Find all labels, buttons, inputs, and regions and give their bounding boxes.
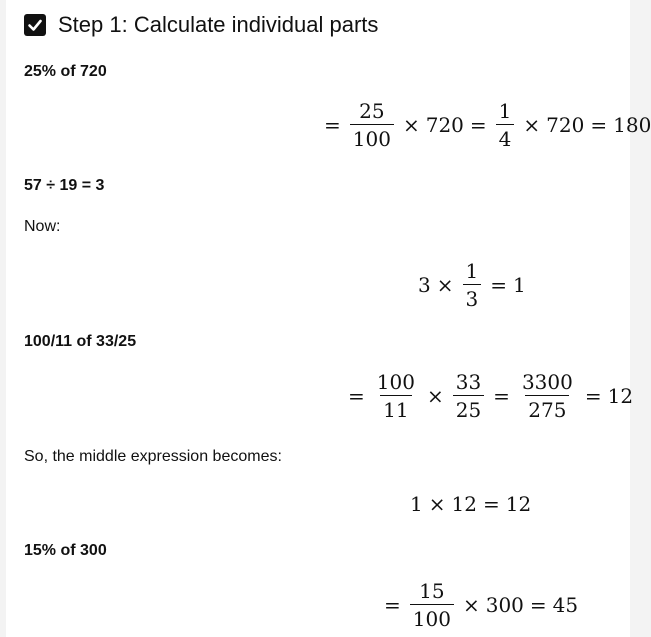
step-heading <box>24 12 378 38</box>
step-title: Step 1: Calculate individual parts <box>58 12 379 37</box>
text-now: Now: <box>24 218 61 235</box>
equation-3-times-third: 3 × $\frac{1}{3}$ = 1 <box>418 259 526 311</box>
checkbox-checked-icon <box>24 14 46 36</box>
fraction: $\frac{100}{11}$ <box>376 370 415 422</box>
solution-panel <box>6 0 651 637</box>
fraction: $\frac{1}{4}$ <box>496 101 515 149</box>
label-fraction-of: 100/11 of 33/25 <box>24 333 137 350</box>
fraction: $\frac{15}{100}$ <box>410 581 454 629</box>
equation-25-percent: = $\frac{25}{100}$ × 720 = $\frac{1}{4}$ × 720 = 180 <box>324 99 651 151</box>
text-middle-expression: So, the middle expression becomes: <box>24 448 282 465</box>
fraction: $\frac{25}{100}$ <box>350 101 394 149</box>
label-15-percent: 15% of 300 <box>24 542 107 559</box>
equation-1-times-12: 1 × 12 = 12 <box>410 492 532 516</box>
label-25-percent: 25% of 720 <box>24 63 107 80</box>
equation-fraction-product: = $\frac{100}{11}$ × $\frac{33}{25}$ = $\frac{3300}{275}$ = 12 <box>348 370 634 422</box>
fraction: $\frac{1}{3}$ <box>463 261 482 309</box>
fraction: $\frac{33}{25}$ <box>453 372 484 420</box>
label-division: 57 ÷ 19 = 3 <box>24 177 105 194</box>
equation-15-percent: = $\frac{15}{100}$ × 300 = 45 <box>384 579 579 631</box>
fraction: $\frac{3300}{275}$ <box>521 370 573 422</box>
